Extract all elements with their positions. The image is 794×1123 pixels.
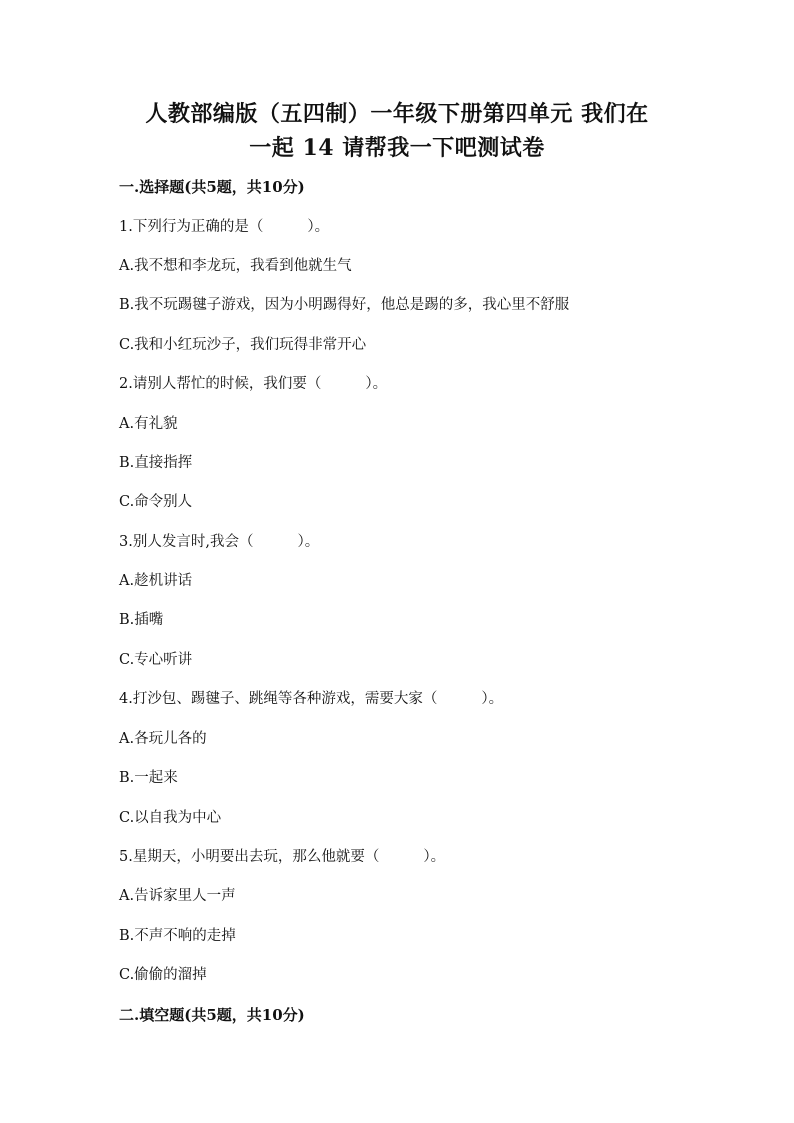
question-2-stem: [119, 374, 387, 394]
question-4-option-b: B.一起来: [119, 770, 178, 786]
question-1-option-a: A.我不想和李龙玩，我看到他就生气: [119, 258, 352, 274]
section-heading-fill: 二.填空题(共5题，共10分): [119, 1006, 305, 1024]
question-2-stem-end: ）。: [365, 376, 388, 392]
question-4-stem: [119, 689, 503, 709]
question-5-option-a: A.告诉家里人一声: [119, 888, 236, 904]
question-3-option-c: C.专心听讲: [119, 652, 193, 668]
exam-title-line-2: 一起 14 请帮我一下吧测试卷: [249, 135, 545, 161]
question-1-stem: [119, 217, 329, 237]
question-2-option-c: C.命令别人: [119, 494, 193, 510]
question-2-option-a: A.有礼貌: [119, 416, 178, 432]
question-3-option-b: B.插嘴: [119, 612, 164, 628]
question-5-option-b: B.不声不响的走掉: [119, 928, 236, 944]
question-3-stem-end: ）。: [297, 534, 320, 550]
question-4-stem-text: 4.打沙包、踢毽子、跳绳等各种游戏，需要大家（: [119, 691, 438, 707]
question-3-stem: [119, 532, 319, 552]
question-2-stem-text: 2.请别人帮忙的时候，我们要（: [119, 376, 322, 392]
question-1-option-c: C.我和小红玩沙子，我们玩得非常开心: [119, 337, 367, 353]
question-3-option-a: A.趁机讲话: [119, 573, 193, 589]
question-5-option-c: C.偷偷的溜掉: [119, 967, 207, 983]
question-1-stem-text: 1.下列行为正确的是（: [119, 219, 264, 235]
question-1-option-b: B.我不玩踢毽子游戏，因为小明踢得好，他总是踢的多，我心里不舒服: [119, 297, 570, 313]
question-1-stem-end: ）。: [307, 219, 330, 235]
question-2-option-b: B.直接指挥: [119, 455, 193, 471]
question-4-option-c: C.以自我为中心: [119, 810, 222, 826]
question-4-stem-end: ）。: [481, 691, 504, 707]
question-5-stem: [119, 847, 445, 867]
exam-title-line-1: 人教部编版（五四制）一年级下册第四单元 我们在: [145, 101, 649, 127]
question-5-stem-end: ）。: [423, 849, 446, 865]
question-3-stem-text: 3.别人发言时,我会（: [119, 534, 254, 550]
question-5-stem-text: 5.星期天，小明要出去玩，那么他就要（: [119, 849, 380, 865]
question-4-option-a: A.各玩儿各的: [119, 731, 207, 747]
section-heading-choice: 一.选择题(共5题，共10分): [119, 178, 305, 196]
